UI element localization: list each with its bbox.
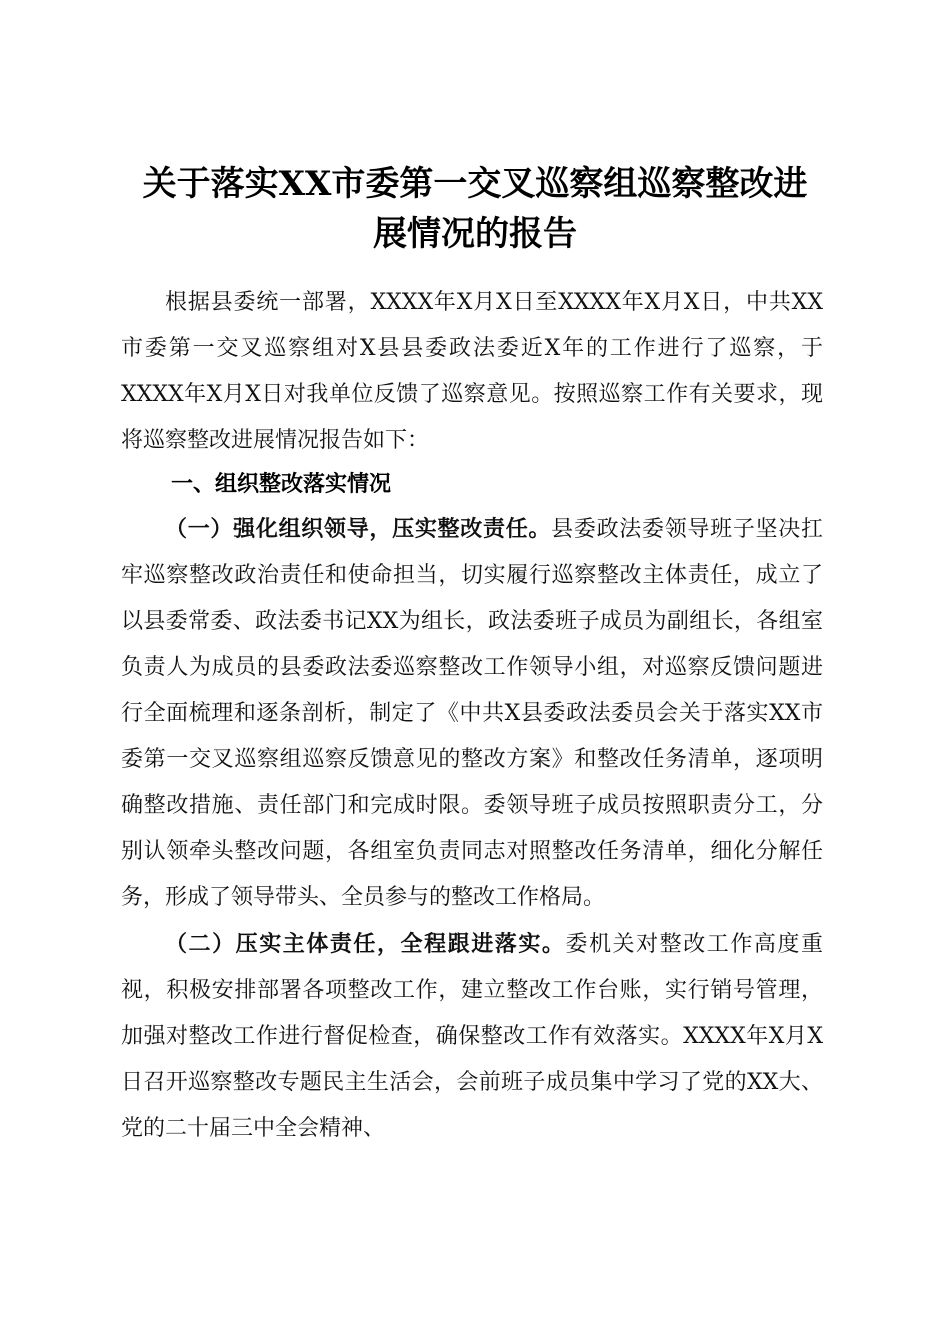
document-body	[121, 280, 823, 1152]
subsection-1-paragraph	[121, 506, 823, 921]
subsection-2-lead: （二）压实主体责任，全程跟进落实。	[165, 931, 566, 957]
title-line-1: 关于落实XX市委第一交叉巡察组巡察整改进	[142, 163, 808, 204]
subsection-2-body: 委机关对整改工作高度重视，积极安排部署各项整改工作，建立整改工作台账，实行销号管理，加强对整改工作进行督促检查，确保整改工作有效落实。XXXX年X月X日召开巡察整改专题民主生活会，会前班子成员集中学习了党的XX大、党的二十届三中全会精神、	[121, 932, 823, 1141]
title-line-2: 展情况的报告	[373, 213, 577, 254]
subsection-1-lead: （一）强化组织领导，压实整改责任。	[165, 516, 552, 542]
intro-paragraph: 根据县委统一部署，XXXX年X月X日至XXXX年X月X日，中共XX市委第一交叉巡察组对X县县委政法委近X年的工作进行了巡察，于XXXX年X月X日对我单位反馈了巡察意见。按照巡察工作有关要求，现将巡察整改进展情况报告如下：	[121, 290, 823, 453]
document-title	[110, 159, 840, 259]
subsection-1-body: 县委政法委领导班子坚决扛牢巡察整改政治责任和使命担当，切实履行巡察整改主体责任，成立了以县委常委、政法委书记XX为组长，政法委班子成员为副组长，各组室负责人为成员的县委政法委巡察整改工作领导小组，对巡察反馈问题进行全面梳理和逐条剖析，制定了《中共X县委政法委员会关于落实XX市委第一交叉巡察组巡察反馈意见的整改方案》和整改任务清单，逐项明确整改措施、责任部门和完成时限。委领导班子成员按照职责分工，分别认领牵头整改问题，各组室负责同志对照整改任务清单，细化分解任务，形成了领导带头、全员参与的整改工作格局。	[121, 517, 823, 910]
section-heading-1: 一、组织整改落实情况	[171, 472, 392, 497]
subsection-2-paragraph	[121, 921, 823, 1152]
